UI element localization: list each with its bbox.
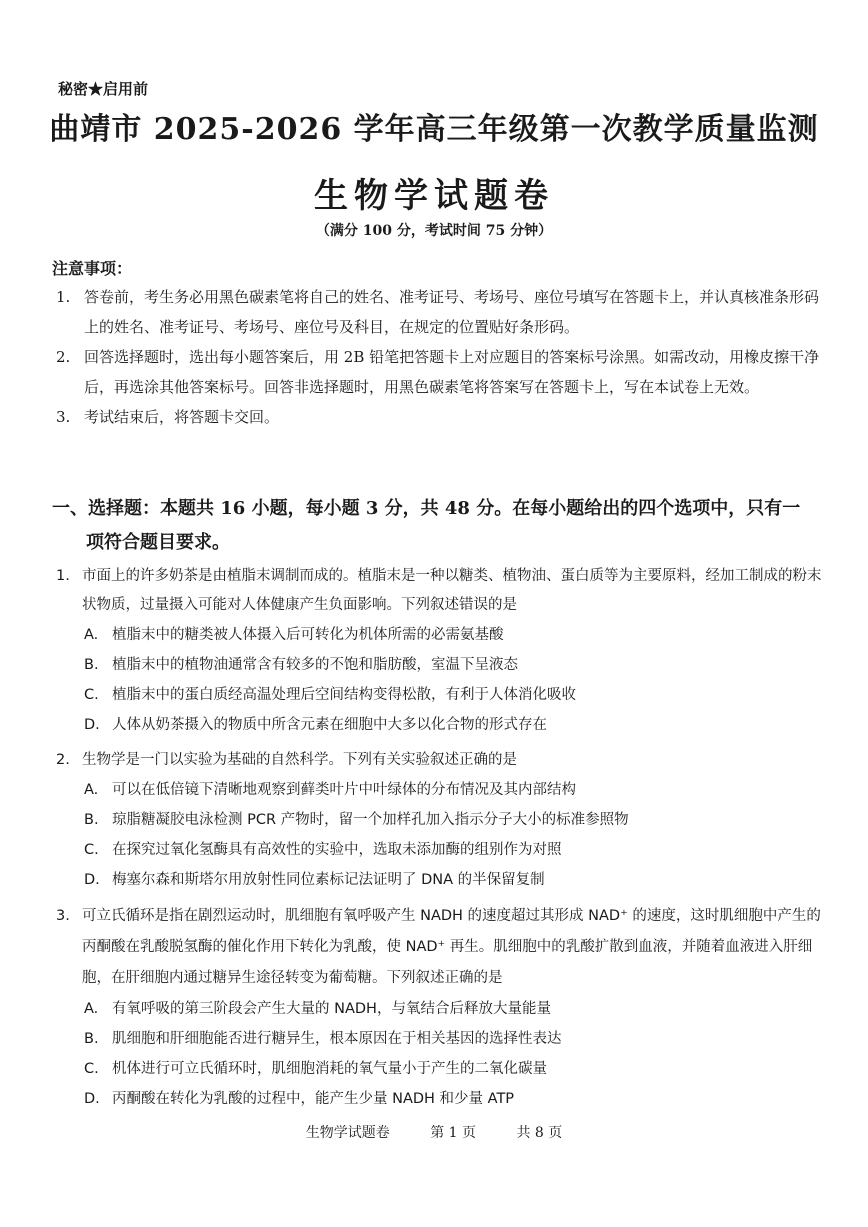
option-text: 人体从奶茶摄入的物质中所含元素在细胞中大多以化合物的形式存在 <box>112 717 547 733</box>
footer-page-number: 第 1 页 <box>430 1125 476 1141</box>
option-text: 丙酮酸在转化为乳酸的过程中，能产生少量 NADH 和少量 ATP <box>112 1091 515 1107</box>
question-text: 市面上的许多奶茶是由植脂末调制而成的。植脂末是一种以糖类、植物油、蛋白质等为主要原料，经加工制成的粉末状物质，过量摄入可能对人体健康产生负面影响。下列叙述错误的是 <box>82 568 822 613</box>
question-text: 可立氏循环是指在剧烈运动时，肌细胞有氧呼吸产生 NADH 的速度超过其形成 NAD⁺ 的速度，这时肌细胞中产生的丙酮酸在乳酸脱氢酶的催化作用下转化为乳酸，使 NAD⁺ 再生。肌细胞中的乳酸扩散到血液，并随着血液进入肝细胞，在肝细胞内通过糖异生途径转变为葡萄糖。下列叙述正确的是 <box>82 908 821 986</box>
question-number: 2. <box>56 752 70 768</box>
option-text: 琼脂糖凝胶电泳检测 PCR 产物时，留一个加样孔加入指示分子大小的标准参照物 <box>112 812 629 828</box>
option-label: C. <box>84 1061 99 1077</box>
option-c <box>52 835 822 865</box>
option-label: D. <box>84 717 100 733</box>
exam-subtitle: 生物学试题卷 <box>314 176 554 216</box>
option-text: 植脂末中的蛋白质经高温处理后空间结构变得松散，有利于人体消化吸收 <box>112 687 576 703</box>
footer-total-pages: 共 8 页 <box>516 1125 563 1141</box>
section-heading <box>52 492 822 560</box>
option-label: B. <box>84 812 99 828</box>
page-footer <box>0 1122 868 1142</box>
question-number: 3. <box>56 908 70 924</box>
notice-block <box>52 256 822 432</box>
question-stem <box>52 562 822 620</box>
option-label: D. <box>84 1091 100 1107</box>
notice-item <box>52 282 822 342</box>
option-label: B. <box>84 1031 99 1047</box>
exam-title: 曲靖市 2025-2026 学年高三年级第一次教学质量监测 <box>49 112 819 147</box>
question-3 <box>52 901 822 1114</box>
option-a <box>52 620 822 650</box>
option-label: B. <box>84 657 99 673</box>
option-b <box>52 650 822 680</box>
notice-item <box>52 342 822 402</box>
question-stem <box>52 901 822 994</box>
option-a <box>52 775 822 805</box>
option-text: 机体进行可立氏循环时，肌细胞消耗的氧气量小于产生的二氧化碳量 <box>112 1061 547 1077</box>
option-d <box>52 1084 822 1114</box>
option-c <box>52 1054 822 1084</box>
option-text: 可以在低倍镜下清晰地观察到藓类叶片中叶绿体的分布情况及其内部结构 <box>112 782 576 798</box>
option-c <box>52 680 822 710</box>
notice-item-number: 3. <box>56 408 71 426</box>
score-time-note: （满分 100 分，考试时间 75 分钟） <box>315 223 553 239</box>
option-d <box>52 710 822 740</box>
question-1 <box>52 562 822 740</box>
option-text: 肌细胞和肝细胞能否进行糖异生，根本原因在于相关基因的选择性表达 <box>112 1031 562 1047</box>
footer-exam-name: 生物学试题卷 <box>305 1125 390 1141</box>
option-b <box>52 805 822 835</box>
option-a <box>52 994 822 1024</box>
question-list <box>52 562 822 1120</box>
option-label: C. <box>84 687 99 703</box>
notice-item-text: 答卷前，考生务必用黑色碳素笔将自己的姓名、准考证号、考场号、座位号填写在答题卡上，并认真核准条形码上的姓名、准考证号、考场号、座位号及科目，在规定的位置贴好条形码。 <box>84 288 820 336</box>
option-b <box>52 1024 822 1054</box>
question-text: 生物学是一门以实验为基础的自然科学。下列有关实验叙述正确的是 <box>82 752 517 768</box>
question-2 <box>52 746 822 895</box>
option-label: A. <box>84 1001 99 1017</box>
question-number: 1. <box>56 568 70 584</box>
option-d <box>52 865 822 895</box>
notice-item-number: 1. <box>56 288 71 306</box>
option-text: 植脂末中的糖类被人体摄入后可转化为机体所需的必需氨基酸 <box>112 627 504 643</box>
secret-label: 秘密★启用前 <box>58 80 149 98</box>
option-text: 植脂末中的植物油通常含有较多的不饱和脂肪酸，室温下呈液态 <box>112 657 518 673</box>
notice-item <box>52 402 822 432</box>
notice-item-text: 考试结束后，将答题卡交回。 <box>84 408 280 426</box>
option-text: 在探究过氧化氢酶具有高效性的实验中，选取未添加酶的组别作为对照 <box>112 842 562 858</box>
section-heading-line2: 项符合题目要求。 <box>86 532 230 553</box>
notice-heading: 注意事项： <box>52 259 133 278</box>
option-label: C. <box>84 842 99 858</box>
question-stem <box>52 746 822 775</box>
section-heading-line1: 一、选择题：本题共 16 小题，每小题 3 分，共 48 分。在每小题给出的四个选项中，只有一 <box>52 498 801 519</box>
option-label: A. <box>84 627 99 643</box>
option-label: A. <box>84 782 99 798</box>
notice-item-number: 2. <box>56 348 71 366</box>
option-text: 有氧呼吸的第三阶段会产生大量的 NADH，与氧结合后释放大量能量 <box>112 1001 551 1017</box>
option-text: 梅塞尔森和斯塔尔用放射性同位素标记法证明了 DNA 的半保留复制 <box>112 872 545 888</box>
notice-item-text: 回答选择题时，选出每小题答案后，用 2B 铅笔把答题卡上对应题目的答案标号涂黑。如需改动，用橡皮擦干净后，再选涂其他答案标号。回答非选择题时，用黑色碳素笔将答案写在答题卡上，写在本试卷上无效。 <box>84 348 820 396</box>
option-label: D. <box>84 872 100 888</box>
